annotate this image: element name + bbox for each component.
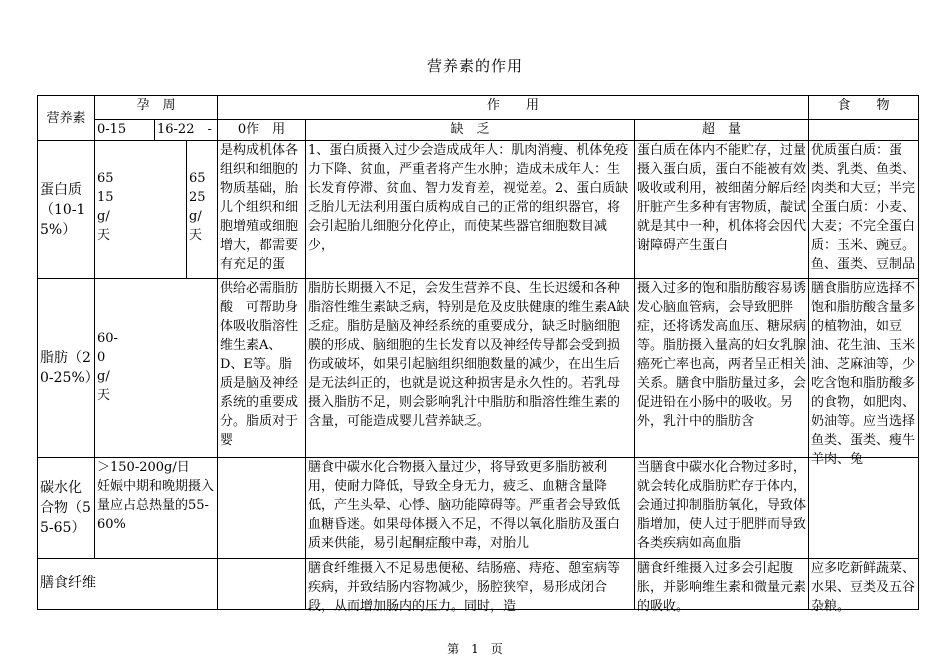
header-excess: 超 量: [635, 120, 809, 141]
excess: [635, 458, 809, 559]
deficiency: [306, 279, 635, 458]
nutrient-name-text: 膳食纤维: [40, 575, 96, 591]
role: [218, 458, 306, 559]
deficiency-text: 脂肪长期摄入不足，会发生营养不良、生长迟缓和各种脂溶性维生素缺乏病，特别是危及皮肤健康的维生素A缺乏症。脂肪是脑及神经系统的重要成分，缺乏时脑细胞膜的形成、脑细胞的生长发育以及神经传导都会受到损伤或破坏，如果引起脑组织细胞数量的减少，在出生后是无法纠正的，也就是说这种损害是永久性的。若乳母摄入脂肪不足，则会影响乳汁中脂肪和脂溶性维生素的含量，可能造成婴儿营养缺乏。: [308, 281, 630, 429]
week-early: [95, 141, 187, 279]
excess-text: 膳食纤维摄入过多会引起腹胀，并影响维生素和微量元素的吸收。: [637, 561, 807, 614]
excess-text: 摄入过多的饱和脂肪酸容易诱发心脑血管病，会导致肥胖症，还将诱发高血压、糖尿病等。脂肪摄入量高的妇女乳腺癌死亡率也高，两者呈正相关关系。膳食中脂肪量过多，会促进铅在小肠中的吸收。另外，乳汁中的脂肪含: [637, 281, 807, 429]
food: [809, 141, 919, 279]
header-food: 食 物: [809, 96, 919, 120]
role: [218, 279, 306, 458]
role: [218, 141, 306, 279]
week-early: [95, 458, 218, 559]
food-text: 应多吃新鲜蔬菜、水果、豆类及五谷杂粮。: [811, 561, 916, 614]
nutrient-table: [37, 95, 919, 614]
header-pregnancy-week: 孕 周: [95, 96, 218, 120]
table-row: [38, 279, 919, 458]
excess: [635, 279, 809, 458]
header-week-0-15: 0-15: [95, 120, 155, 141]
deficiency-text: 膳食纤维摄入不足易患便秘、结肠癌、痔疮、憩室病等疾病，并致结肠内容物减少，肠腔狭窄，易形成闭合段，从而增加肠内的压力。同时，造: [308, 561, 621, 614]
header-function: 作 用: [218, 96, 809, 120]
deficiency-text: 膳食中碳水化合物摄入量过少，将导致更多脂肪被利用，使耐力降低，导致全身无力，疲乏、血糖含量降低，产生头晕、心悸、脑功能障碍等。严重者会导致低血糖昏迷。如果母体摄入不足，不得以氧化脂肪及蛋白质来供能，易引起酮症酸中毒，对胎儿: [308, 460, 621, 551]
header-row-1: [38, 96, 919, 120]
food: [809, 559, 919, 614]
excess-text: 当膳食中碳水化合物过多时，就会转化成脂肪贮存于体内，会通过抑制脂肪氧化，导致体脂增加，使人过于肥胖而导致各类疾病如高血脂: [637, 460, 807, 551]
food-text: 膳食脂肪应选择不饱和脂肪酸含量多的植物油，如豆油、花生油、玉米油、芝麻油等，少吃含饱和脂肪酸多的食物，如肥肉、奶油等。应当选择鱼类、蛋类、瘦牛羊肉、兔: [811, 281, 916, 467]
table-row: [38, 141, 919, 279]
page-footer: 第 1 页: [447, 642, 503, 656]
page-title: 营养素的作用: [426, 57, 523, 75]
week-early: [95, 279, 218, 458]
week-mid-text: 65 25 g/ 天: [189, 171, 206, 243]
week-early-text: ＞150-200g/日 妊娠中期和晚期摄入量应占总热量的55-60%: [97, 460, 215, 532]
food: [809, 279, 919, 467]
header-week-16-22: 16-22 -: [155, 120, 218, 141]
table-row: [38, 458, 919, 559]
excess: [635, 559, 809, 614]
week-early-text: 60- 0 g/ 天: [97, 331, 118, 403]
table-row: [38, 559, 919, 610]
food-text: 优质蛋白质：蛋类、乳类、鱼类、肉类和大豆；半完全蛋白质：小麦、大麦；不完全蛋白质：玉米、豌豆。鱼、蛋类、豆制品: [811, 143, 916, 272]
week-mid: [187, 141, 218, 279]
header-nutrient: 营养素: [38, 96, 95, 141]
header-food-blank: [809, 120, 919, 141]
role: [218, 559, 306, 610]
header-row-2: [38, 120, 919, 141]
nutrient-name: [38, 141, 95, 279]
deficiency: [306, 141, 635, 279]
role-text: 供给必需脂肪酸 可帮助身体吸收脂溶性维生素A、D、E等。脂质是脑及神经系统的重要成分。脂质对于婴: [220, 281, 299, 448]
nutrient-name: [38, 559, 218, 610]
header-role: 0作 用: [218, 120, 306, 141]
nutrient-name-text: 脂肪（20-25%）: [40, 350, 99, 386]
deficiency-text: 1、蛋白质摄入过少会造成成年人：肌肉消瘦、机体免疫力下降、贫血，严重者将产生水肿；造成未成年人：生长发育停滞、贫血、智力发育差，视觉差。2、蛋白质缺乏胎儿无法利用蛋白质构成自己的正常的组织器官，将会引起胎儿细胞分化停止，而使某些器官细胞数目减少，: [308, 143, 629, 253]
nutrient-name-text: 碳水化合物（55-65）: [40, 480, 91, 536]
nutrient-name-text: 蛋白质（10-15%）: [40, 181, 86, 238]
excess-text: 蛋白质在体内不能贮存，过量摄入蛋白质，蛋白不能被有效吸收或利用，被细菌分解后经肝脏产生多种有害物质，靛试就是其中一种，机体将会因代谢障碍产生蛋白: [637, 143, 807, 253]
nutrient-name: [38, 279, 99, 458]
food: [809, 458, 919, 559]
deficiency: [306, 559, 635, 614]
nutrient-name: [38, 458, 95, 559]
week-early-text: 65 15 g/ 天: [97, 171, 114, 243]
deficiency: [306, 458, 635, 559]
role-text: 是构成机体各组织和细胞的物质基础，胎儿个组织和细胞增殖或细胞增大，都需要有充足的蛋: [220, 143, 299, 272]
header-deficiency: 缺 乏: [306, 120, 635, 141]
excess: [635, 141, 809, 279]
